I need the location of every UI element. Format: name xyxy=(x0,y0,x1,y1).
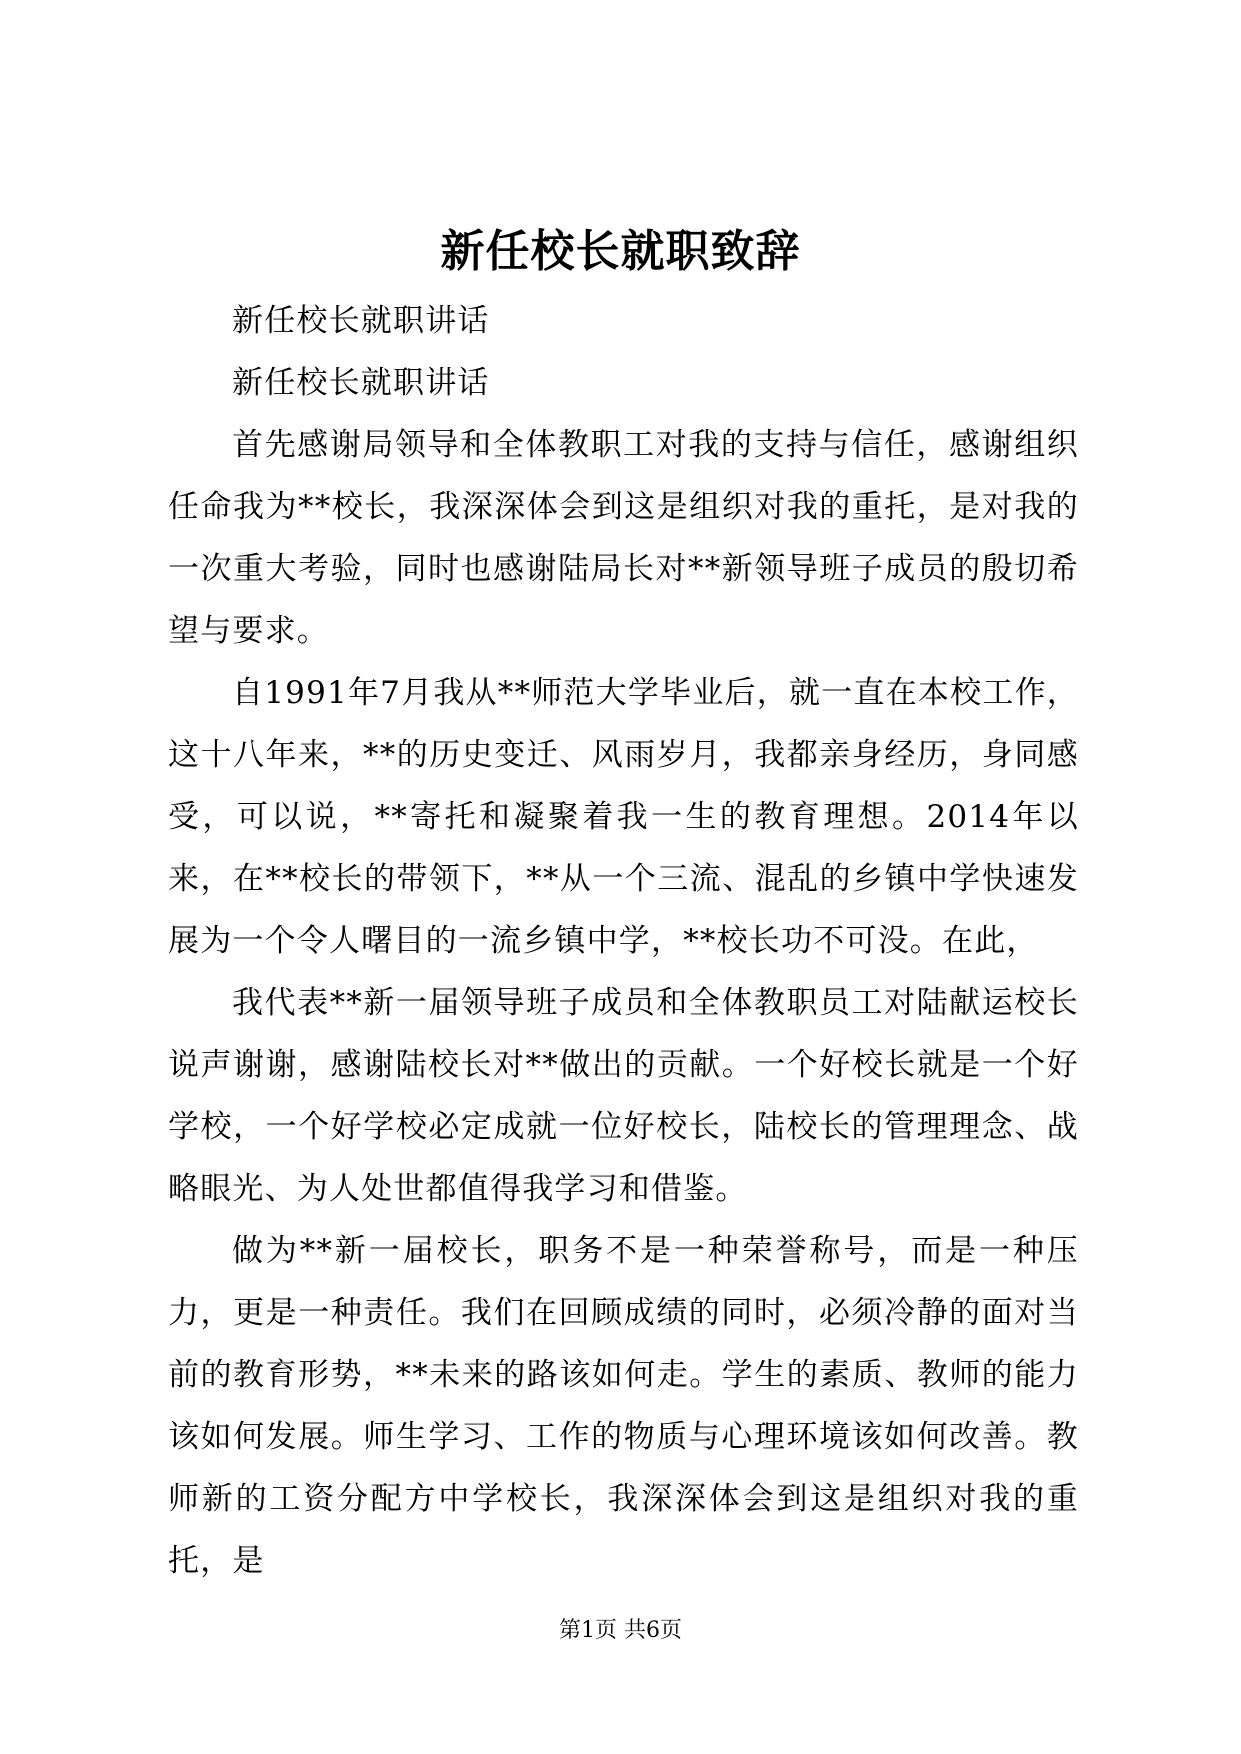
paragraph-history: 自1991年7月我从**师范大学毕业后，就一直在本校工作，这十八年来，**的历史变迁、风雨岁月，我都亲身经历，身同感受，可以说，**寄托和凝聚着我一生的教育理想。2014年以来，在**校长的带领下，**从一个三流、混乱的乡镇中学快速发展为一个令人曙目的一流乡镇中学，**校长功不可没。在此， xyxy=(168,675,1079,959)
document-title: 新任校长就职致辞 xyxy=(440,226,801,277)
paragraph-subtitle-1: 新任校长就职讲话 xyxy=(232,303,490,339)
document-body xyxy=(168,290,1079,1592)
page-number-footer: 第1页 共6页 xyxy=(559,1618,682,1643)
paragraph-gratitude: 我代表**新一届领导班子成员和全体教职员工对陆献运校长说声谢谢，感谢陆校长对**做出的贡献。一个好校长就是一个好学校，一个好学校必定成就一位好校长，陆校长的管理理念、战略眼光、为人处世都值得我学习和借鉴。 xyxy=(168,985,1079,1207)
paragraph-subtitle-2: 新任校长就职讲话 xyxy=(232,365,490,401)
paragraph-thanks: 首先感谢局领导和全体教职工对我的支持与信任，感谢组织任命我为**校长，我深深体会到这是组织对我的重托，是对我的一次重大考验，同时也感谢陆局长对**新领导班子成员的殷切希望与要求。 xyxy=(168,427,1079,649)
paragraph-responsibility: 做为**新一届校长，职务不是一种荣誉称号，而是一种压力，更是一种责任。我们在回顾成绩的同时，必须冷静的面对当前的教育形势，**未来的路该如何走。学生的素质、教师的能力该如何发展。师生学习、工作的物质与心理环境该如何改善。教师新的工资分配方中学校长，我深深体会到这是组织对我的重托，是 xyxy=(168,1233,1079,1579)
